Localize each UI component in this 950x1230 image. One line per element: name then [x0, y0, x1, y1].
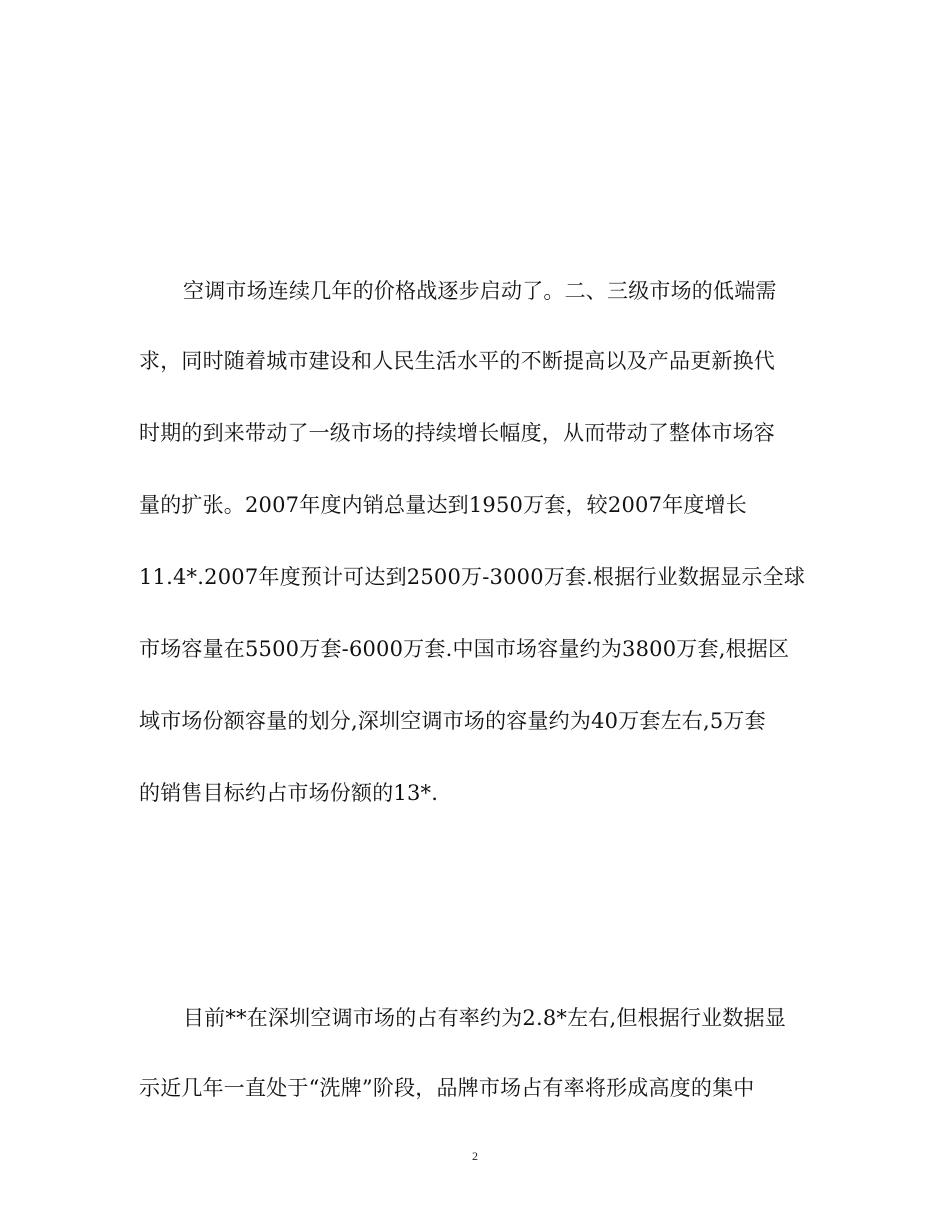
- paragraph-1-line-4: 量的扩张。2007年度内销总量达到1950万套，较2007年度增长: [139, 493, 747, 517]
- paragraph-1-line-8: 的销售目标约占市场份额的13*.: [139, 781, 439, 805]
- paragraph-1-line-2: 求，同时随着城市建设和人民生活水平的不断提高以及产品更新换代: [139, 349, 775, 373]
- paragraph-2-line-1: 目前**在深圳空调市场的占有率约为2.8*左右,但根据行业数据显: [183, 1006, 786, 1030]
- paragraph-1-line-3: 时期的到来带动了一级市场的持续增长幅度，从而带动了整体市场容: [139, 421, 775, 445]
- paragraph-1-line-1: 空调市场连续几年的价格战逐步启动了。二、三级市场的低端需: [183, 279, 777, 303]
- paragraph-1-line-7: 域市场份额容量的划分,深圳空调市场的容量约为40万套左右,5万套: [139, 709, 766, 733]
- paragraph-1-line-5: 11.4*.2007年度预计可达到2500万-3000万套.根据行业数据显示全球: [139, 565, 806, 589]
- paragraph-2-line-2: 示近几年一直处于“洗牌”阶段，品牌市场占有率将形成高度的集中: [139, 1076, 755, 1100]
- page-number: 2: [472, 1149, 478, 1163]
- paragraph-1-line-6: 市场容量在5500万套-6000万套.中国市场容量约为3800万套,根据区: [139, 637, 790, 661]
